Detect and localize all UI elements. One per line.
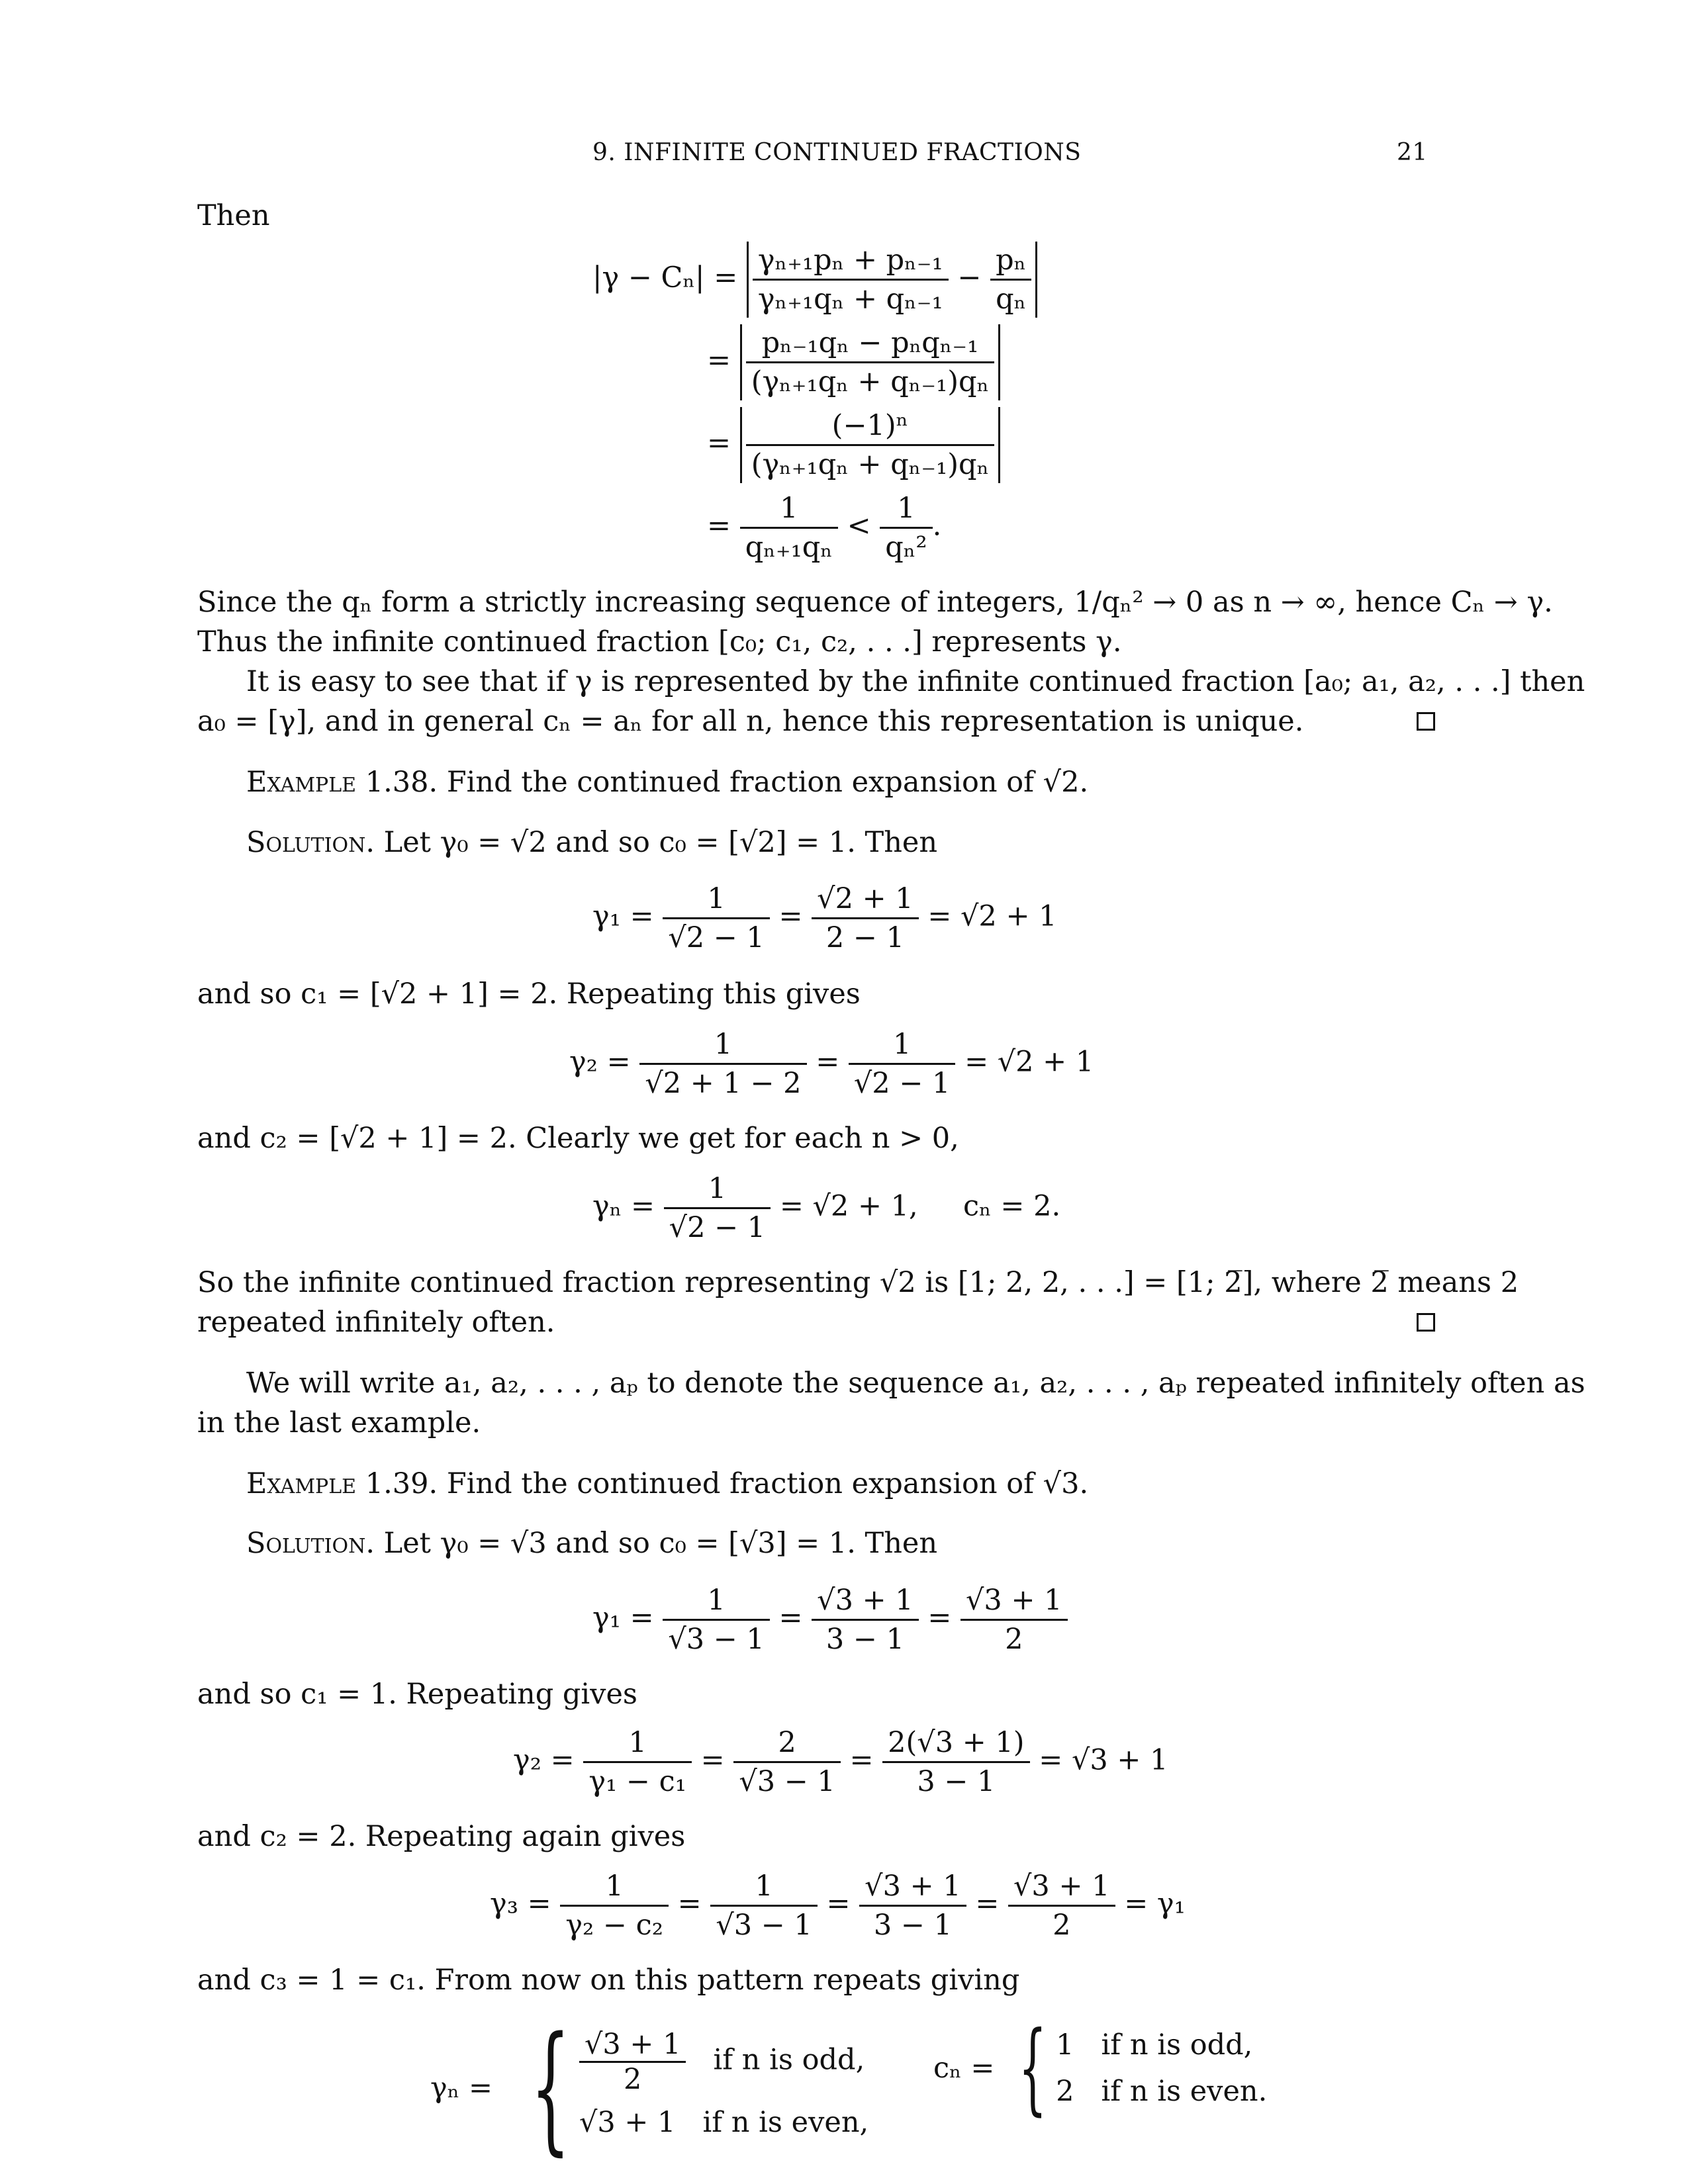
- s3-g3-lhs: γ₃ =: [490, 1887, 551, 1921]
- text-unique: a₀ = [γ], and in general cₙ = aₙ for all n, hence this representation is unique.: [197, 705, 1304, 738]
- cases-gamma-lhs: γₙ =: [430, 2071, 492, 2105]
- s2-g1-d1: √2 − 1: [663, 917, 769, 956]
- s2-g1-n1: 1: [707, 882, 726, 915]
- example-1-39-text: Find the continued fraction expansion of √3.: [446, 1467, 1089, 1500]
- s3-g2-result: = √3 + 1: [1039, 1743, 1168, 1777]
- cases-c-lhs: cₙ =: [933, 2052, 995, 2085]
- example-1-39: [246, 1464, 1491, 1504]
- qed-box: [1417, 1313, 1435, 1332]
- text-since: Since the qₙ form a strictly increasing sequence of integers, 1/qₙ² → 0 as n → ∞, hence Cₙ → γ.: [197, 586, 1553, 619]
- equation-abs-diff: [592, 242, 1037, 318]
- eq3-num: (−1)ⁿ: [831, 409, 909, 442]
- s3-g3-n2: 1: [755, 1870, 773, 1903]
- text-sqrt2-c1: and so c₁ = [√2 + 1] = 2. Repeating this gives: [197, 978, 861, 1011]
- text-notation-1: We will write a₁, a₂, . . . , aₚ to denote the sequence a₁, a₂, . . . , aₚ repeated infinitely often as: [246, 1367, 1585, 1400]
- s3-g3-d4: 2: [1008, 1905, 1115, 1944]
- eq1-den2: qₙ: [990, 279, 1031, 318]
- running-header: 9. INFINITE CONTINUED FRACTIONS: [592, 139, 1082, 166]
- text-sqrt3-c2: and c₂ = 2. Repeating again gives: [197, 1820, 686, 1853]
- eq3-den: (γₙ₊₁qₙ + qₙ₋₁)qₙ: [746, 444, 994, 483]
- text-notation-2: in the last example.: [197, 1406, 481, 1439]
- s3-g3-d3: 3 − 1: [859, 1905, 966, 1944]
- solution-1-38: [246, 823, 1491, 862]
- equation-sqrt3-gamma3: γ₃ = $\frac{1}{\text{γ₂ − c₂}}$ = $\frac{1}{√3 - 1}$ = $\frac{√3 + 1}{3 - 1}$ = $\frac{√3 + 1}{2}$ = γ₁: [490, 1868, 1186, 1944]
- equation-step-2: = $\frac{\text{pₙ₋₁qₙ − pₙqₙ₋₁}}{\text{(γₙ₊₁qₙ + qₙ₋₁)qₙ}}$: [707, 324, 1000, 400]
- s2-gn-cn: cₙ = 2.: [963, 1189, 1061, 1223]
- left-brace-icon: {: [1018, 2011, 1047, 2126]
- example-1-38-text: Find the continued fraction expansion of √2.: [446, 766, 1089, 799]
- s2-g1-lhs: γ₁ =: [592, 899, 654, 933]
- page-number: 21: [1397, 139, 1428, 166]
- qed-box: [1417, 712, 1435, 731]
- s3-g3-n1: 1: [605, 1870, 624, 1903]
- s2-g1-result: = √2 + 1: [927, 899, 1057, 933]
- s2-g1-d2: 2 − 1: [812, 917, 918, 956]
- eq4-num: 1: [780, 492, 798, 525]
- equation-gamma-cases: [430, 2007, 869, 2169]
- solution-1-38-text: Let γ₀ = √2 and so c₀ = [√2] = 1. Then: [383, 826, 938, 859]
- s3-g1-d2: 3 − 1: [812, 1619, 918, 1658]
- equation-step-4: = $\frac{1}{\text{qₙ₊₁qₙ}}$ < $\frac{1}{\text{qₙ²}}$ .: [707, 490, 941, 566]
- solution-1-39-text: Let γ₀ = √3 and so c₀ = [√3] = 1. Then: [383, 1527, 938, 1560]
- s3-g2-d2: √3 − 1: [733, 1761, 840, 1800]
- s3-g2-d3: 3 − 1: [882, 1761, 1029, 1800]
- cases-gamma-cond2: if n is even,: [702, 2105, 869, 2139]
- cases-c-body: [1056, 2022, 1267, 2115]
- s3-g3-d1: γ₂ − c₂: [560, 1905, 669, 1944]
- s3-g1-n3: √3 + 1: [966, 1584, 1062, 1617]
- solution-1-39: [246, 1524, 1491, 1563]
- text-easy: It is easy to see that if γ is represented by the infinite continued fraction [a₀; a₁, a₂, . . .] then: [246, 665, 1585, 698]
- text-sqrt3-c3: and c₃ = 1 = c₁. From now on this pattern repeats giving: [197, 1964, 1020, 1997]
- s2-g2-d2: √2 − 1: [849, 1063, 955, 1102]
- cases-gamma-num: √3 + 1: [584, 2027, 681, 2061]
- s2-gn-lhs: γₙ =: [592, 1189, 655, 1223]
- s2-g1-n2: √2 + 1: [817, 882, 914, 915]
- eq2-den: (γₙ₊₁qₙ + qₙ₋₁)qₙ: [746, 361, 994, 400]
- s3-g3-n4: √3 + 1: [1013, 1870, 1110, 1903]
- eq1-num2: pₙ: [996, 244, 1027, 277]
- text-sqrt3-c1: and so c₁ = 1. Repeating gives: [197, 1678, 637, 1711]
- equation-sqrt3-gamma1: γ₁ = $\frac{1}{√3 - 1}$ = $\frac{√3 + 1}{3 - 1}$ = $\frac{√3 + 1}{2}$: [592, 1582, 1068, 1658]
- eq2-num: pₙ₋₁qₙ − pₙqₙ₋₁: [761, 326, 979, 359]
- equation-sqrt2-gamman: [592, 1170, 1060, 1246]
- equation-step-3: = $\frac{\text{(−1)ⁿ}}{\text{(γₙ₊₁qₙ + qₙ₋₁)qₙ}}$: [707, 407, 1000, 483]
- equation-sqrt2-gamma1: γ₁ = $\frac{1}{√2 - 1}$ = $\frac{√2 + 1}{2 - 1}$ = √2 + 1: [592, 880, 1057, 956]
- solution-1-39-label: Solution.: [246, 1527, 375, 1560]
- s3-g2-n3: 2(√3 + 1): [888, 1726, 1025, 1759]
- s3-g3-n3: √3 + 1: [865, 1870, 961, 1903]
- s2-g2-result: = √2 + 1: [964, 1045, 1094, 1079]
- s3-g2-n2: 2: [778, 1726, 796, 1759]
- eq1-den: γₙ₊₁qₙ + qₙ₋₁: [753, 279, 949, 318]
- equation-c-cases: [933, 2011, 1268, 2126]
- s3-g1-n2: √3 + 1: [817, 1584, 914, 1617]
- cases-gamma-den: 2: [579, 2061, 686, 2096]
- s3-g3-d2: √3 − 1: [710, 1905, 817, 1944]
- eq4-den: qₙ₊₁qₙ: [740, 527, 838, 566]
- equation-sqrt3-gamma2: γ₂ = $\frac{1}{\text{γ₁ − c₁}}$ = $\frac{2}{√3 - 1}$ = $\frac{2(√3 + 1)}{3 - 1}$ = √3 + 1: [513, 1724, 1168, 1800]
- example-1-38-label: Example 1.38.: [246, 766, 438, 799]
- cases-c-cond1: if n is odd,: [1101, 2028, 1253, 2062]
- s2-gn-d1: √2 − 1: [664, 1207, 771, 1246]
- s3-g1-d1: √3 − 1: [663, 1619, 769, 1658]
- cases-c-val1: 1: [1056, 2028, 1074, 2062]
- s3-g2-lhs: γ₂ =: [513, 1743, 575, 1777]
- text-sqrt2-so: So the infinite continued fraction representing √2 is [1; 2, 2, . . .] = [1; 2̅], where 2̅ means 2: [197, 1266, 1519, 1299]
- text-thus: Thus the infinite continued fraction [c₀; c₁, c₂, . . .] represents γ.: [197, 625, 1122, 659]
- cases-gamma-body: [579, 2028, 868, 2149]
- s3-g1-n1: 1: [707, 1584, 726, 1617]
- s3-g3-result: = γ₁: [1124, 1887, 1186, 1921]
- eq1-lhs: |γ − Cₙ| =: [592, 261, 738, 295]
- s3-g1-lhs: γ₁ =: [592, 1601, 654, 1635]
- s2-g2-d1: √2 + 1 − 2: [639, 1063, 806, 1102]
- cases-c-val2: 2: [1056, 2075, 1074, 2108]
- example-1-39-label: Example 1.39.: [246, 1467, 438, 1500]
- text-sqrt2-repeated: repeated infinitely often.: [197, 1306, 555, 1339]
- cases-gamma-cond1: if n is odd,: [713, 2043, 865, 2076]
- text-sqrt2-c2: and c₂ = [√2 + 1] = 2. Clearly we get for each n > 0,: [197, 1122, 959, 1155]
- example-1-38: [246, 762, 1491, 802]
- eq4-den2: qₙ²: [880, 527, 932, 566]
- s3-g1-d3: 2: [961, 1619, 1067, 1658]
- s2-g2-n1: 1: [714, 1028, 733, 1061]
- s2-g2-n2: 1: [892, 1028, 912, 1061]
- s3-g2-n1: 1: [628, 1726, 647, 1759]
- s2-gn-n1: 1: [708, 1172, 727, 1205]
- left-brace-icon: {: [530, 2007, 571, 2169]
- cases-gamma-val2: √3 + 1: [579, 2105, 676, 2139]
- text-then: Then: [197, 199, 270, 232]
- equation-sqrt2-gamma2: γ₂ = $\frac{1}{√2 + 1 - 2}$ = $\frac{1}{√2 - 1}$ = √2 + 1: [569, 1026, 1094, 1102]
- solution-1-38-label: Solution.: [246, 826, 375, 859]
- eq1-abs: $\frac{\text{γₙ₊₁pₙ + pₙ₋₁}}{\text{γₙ₊₁qₙ + qₙ₋₁}}$ − $\frac{\text{pₙ}}{\text{qₙ}}$: [747, 242, 1037, 318]
- cases-c-cond2: if n is even.: [1101, 2075, 1268, 2108]
- eq4-num2: 1: [897, 492, 915, 525]
- eq1-num: γₙ₊₁pₙ + pₙ₋₁: [757, 244, 943, 277]
- s2-gn-result: = √2 + 1,: [779, 1189, 918, 1223]
- s2-g2-lhs: γ₂ =: [569, 1045, 631, 1079]
- s3-g2-d1: γ₁ − c₁: [583, 1761, 692, 1800]
